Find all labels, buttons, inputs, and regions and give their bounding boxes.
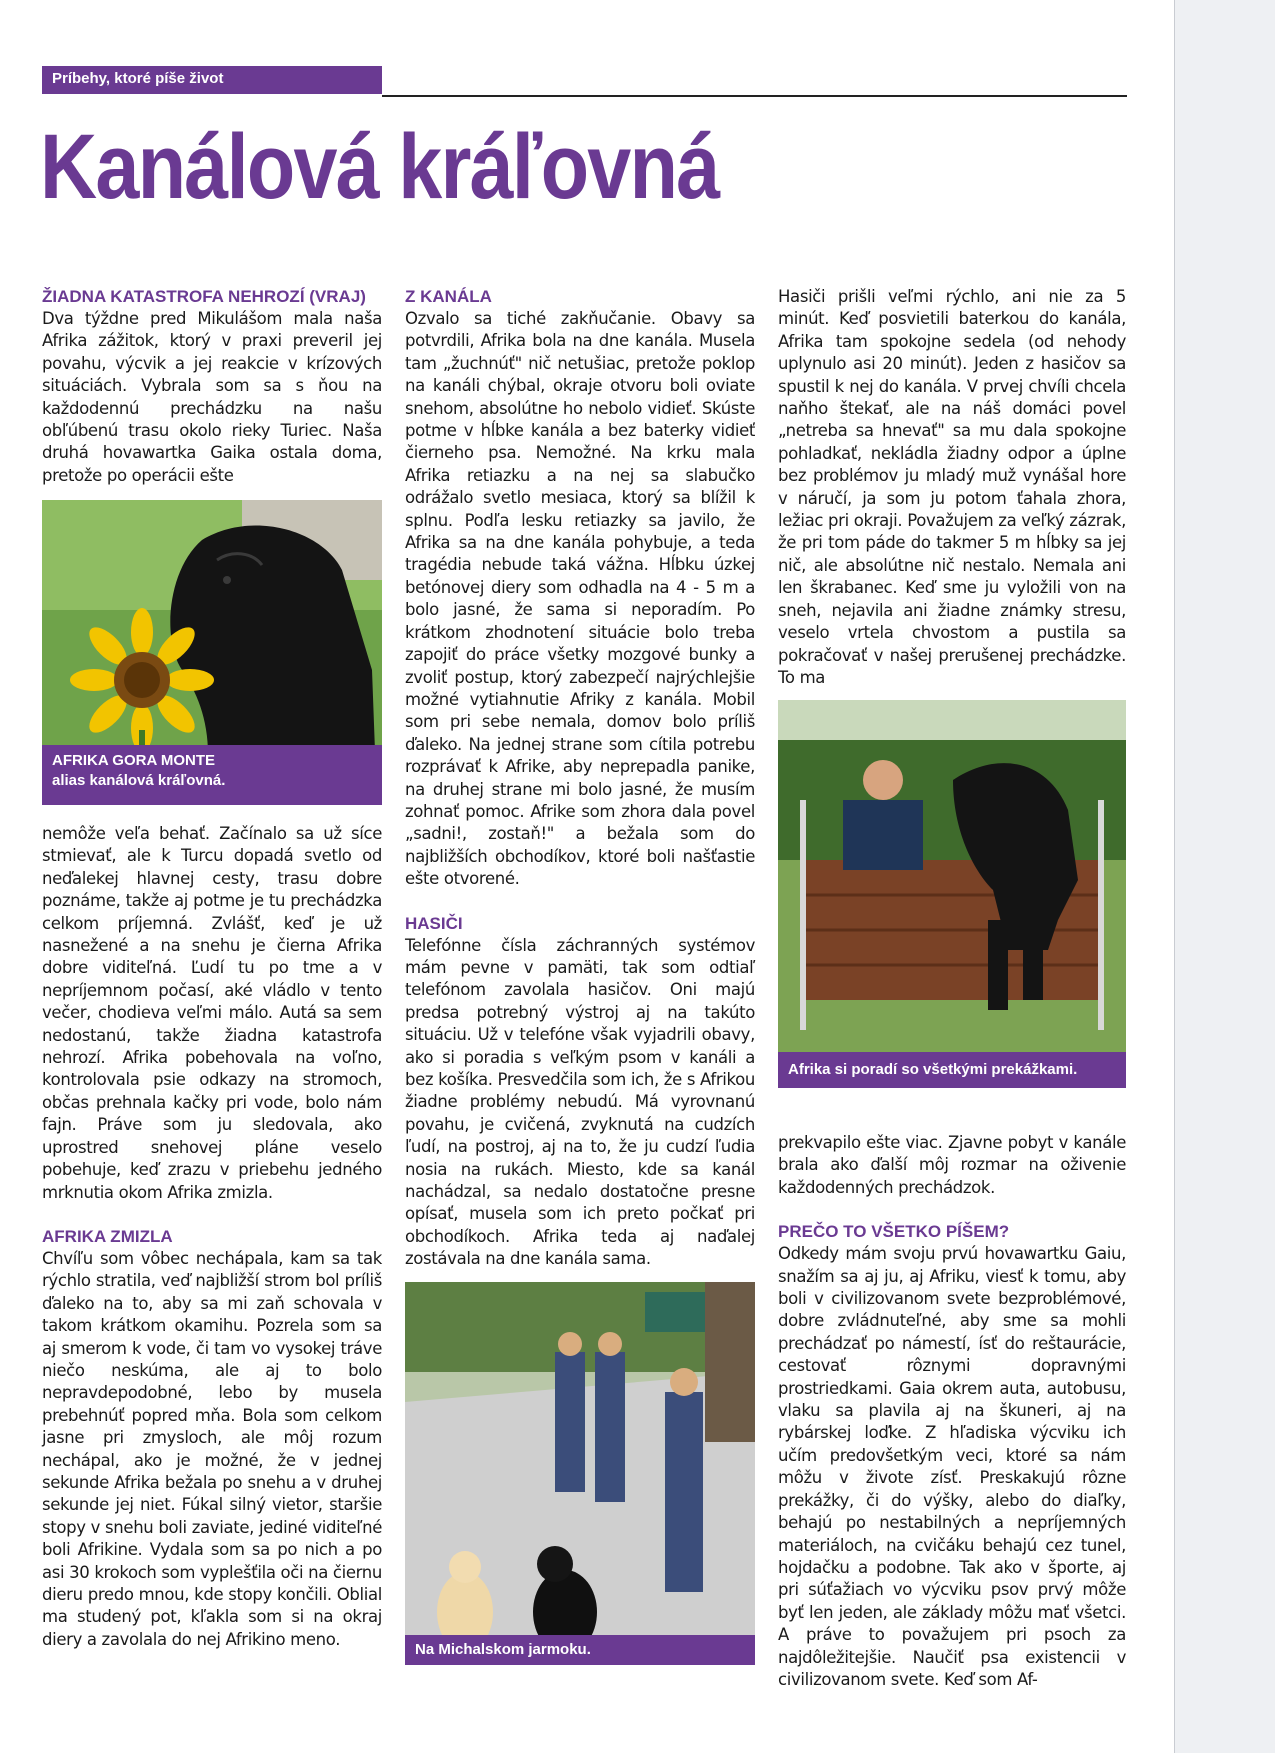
photo-agility (778, 700, 1126, 1088)
caption-line: alias kanálová kráľovná. (52, 772, 226, 789)
paragraph: Chvíľu som vôbec nechápala, kam sa tak rýchlo stratila, veď najbližší strom bol príliš ďaleko na to, aby sa mi zaň schovala v takom krátkom okamihu. Pozrela som sa aj smerom k vode, či tam vo vysokej tráve niečo neskúma, ale aj to bolo nepravdepodobné, lebo by musela prebehnúť popred mňa. Bola som celkom jasne pri zmysloch, ale môj rozum nechápal, ako je možné, že v jednej sekunde Afrika bežala po snehu a v druhej sekunde jej niet. Fúkal silný vietor, staršie stopy v snehu boli zaviate, jediné viditeľné boli Afrikine. Vydala som sa po nich a po asi 30 krokoch som vyplešťila oči na čiernu dieru predo mnou, kde stopy končili. Oblial ma studený pot, kľakla som si na okraj diery a zavolala do nej Afrikino meno. (42, 1248, 382, 1649)
photo-caption-2: Afrika si poradí so všetkými prekážkami. (778, 1052, 1126, 1088)
paragraph: Dva týždne pred Mikulášom mala naša Afrika zážitok, ktorý v praxi preveril jej povahu, výcvik a jej reakcie v krízových situáciách. Vybrala som sa s ňou na každodennú prechádzku na našu obľúbenú trasu okolo rieky Turiec. Naša druhá hovawartka Gaika ostala doma, pretože po operácii ešte (42, 309, 382, 485)
subheading-africa-vanished: AFRIKA ZMIZLA (42, 1226, 173, 1246)
caption-line: AFRIKA GORA MONTE (52, 752, 216, 769)
photo-caption-1 (42, 745, 382, 805)
column-2-top (405, 286, 755, 1271)
dog-jumping-illustration (778, 700, 1126, 1088)
fair-crowd-illustration (405, 1282, 755, 1665)
paragraph: Telefónne čísla záchranných systémov mám pevne v pamäti, tak som odtiaľ telefónom zavolala hasičov. Oni majú predsa potrebný výstroj aj na takúto situáciu. Už v telefóne však vyjadrili obavy, ako si poradia s veľkým psom v kanáli a bez košíka. Presvedčila som ich, že s Afrikou žiadne problémy nebudú. Má vyrovnanú povahu, je cvičená, zvyknutá na cudzích ľudí, na postroj, aj na to, že ju cudzí ľudia nosia na rukách. Miesto, kde sa kanál nachádzal, sa nedalo dostatočne presne opísať, musela som ich preto počkať pri obchodíkoch. Afrika teda aj naďalej zostávala na dne kanála sama. (405, 935, 755, 1269)
column-1-bottom (42, 823, 382, 1651)
column-3-top (778, 286, 1126, 689)
header-rule (382, 95, 1127, 97)
paragraph: Odkedy mám svoju prvú hovawartku Gaiu, snažím sa aj ju, aj Afriku, viesť k tomu, aby boli v civilizovanom svete bezproblémové, dobre zvládnuteľné, aby sme sa mohli prechádzať po námestí, ísť do reštaurácie, cestovať rôznymi dopravnými prostriedkami. Gaia okrem auta, autobusu, vlaku sa plavila aj na škuneri, aj na rybárskej loďke. Z hľadiska výcviku ich učím predovšetkým veci, ktoré sa nám môžu v živote zísť. Preskakujú rôzne prekážky, či do výšky, alebo do diaľky, behajú po nestabilných a nepríjemných materiáloch, na cvičáku behajú cez tunel, hojdačku a podobne. Tak ako v športe, aj pri súťažiach vo výcviku psov prvý môže byť len jeden, ale základy môžu mať všetci. A práve to považujem pri psoch za najdôležitejšie. Naučiť psa existencii v civilizovanom svete. Keď som Af- (778, 1244, 1126, 1689)
article-title: Kanálová kráľovná (40, 116, 719, 218)
column-1-top (42, 286, 382, 487)
subheading-no-disaster: ŽIADNA KATASTROFA NEHROZÍ (VRAJ) (42, 287, 366, 306)
subheading-why-write: PREČO TO VŠETKO PÍŠEM? (778, 1222, 1010, 1242)
subheading-from-canal: Z KANÁLA (405, 287, 492, 306)
scan-edge (1174, 0, 1275, 1753)
paragraph: Ozvalo sa tiché zakňučanie. Obavy sa potvrdili, Afrika bola na dne kanála. Musela tam „žuchnúť" nič netušiac, pretože poklop na kanáli chýbal, okraje otvoru boli oviate snehom, absolútne ho nebolo vidieť. Skúste potme v hĺbke kanála a bez baterky vidieť čierneho psa. Nemožné. Na krku mala Afrika retiazku a na nej sa slabučko odrážalo svetlo mesiaca, ktorý sa blížil k splnu. Podľa lesku retiazky sa javilo, že Afrika sa na dne kanála pohybuje, a teda tragédia nebude taká vážna. Hĺbku úzkej betónovej diery som odhadla na 4 - 5 m a bolo jasné, že sama si neporadím. Po krátkom zhodnotení situácie bolo treba zapojiť do práce všetky mozgové bunky a zvoliť postup, ktorý zabezpečí najrýchlejšie možné vytiahnutie Afriky z kanála. Mobil som pri sebe nemala, domov bolo príliš ďaleko. Na jednej strane som cítila potrebu rozprávať k Afrike, aby neprepadla panike, na druhej strane mi bolo jasné, že musím zohnať pomoc. Afrike som zhora dala povel „sadni!, zostaň!" a bežala som do najbližších obchodíkov, ktoré boli našťastie ešte otvorené. (405, 309, 755, 889)
subheading-firefighters: HASIČI (405, 913, 463, 933)
section-label: Príbehy, ktoré píše život (52, 70, 224, 87)
paragraph: nemôže veľa behať. Začínalo sa už síce stmievať, ale k Turcu dopadá svetlo od neďalekej hlavnej cesty, trasu dobre poznáme, takže aj potme je tu prechádzka celkom príjemná. Zvlášť, keď je už nasnežené a na snehu je čierna Afrika dobre viditeľná. Ľudí tu po tme a v nepríjemnom počasí, aké vládlo v tento večer, chodieva veľmi málo. Autá sa sem nedostanú, takže žiadna katastrofa nehrozí. Afrika pobehovala na voľno, kontrolovala psie odkazy na stromoch, občas prehnala kačky pri vode, bolo nám fajn. Práve som ju sledovala, ako uprostred snehovej pláne veselo pobehuje, keď zrazu v priebehu jedného mrknutia okom Afrika zmizla. (42, 824, 382, 1202)
photo-caption-3: Na Michalskom jarmoku. (405, 1635, 755, 1665)
paragraph: prekvapilo ešte viac. Zjavne pobyt v kanále brala ako ďalší môj rozmar na oživenie každodenných prechádzok. (778, 1133, 1126, 1197)
paragraph: Hasiči prišli veľmi rýchlo, ani nie za 5 minút. Keď posvietili baterkou do kanála, Afrika tam spokojne sedela (od nehody uplynulo asi 20 minút). Jeden z hasičov sa spustil k nej do kanála. V prvej chvíli chcela naňho štekať, ale na náš domáci povel „netreba sa hnevať" sa mu dala spokojne pohladkať, nekládla žiadny odpor a úplne bez problémov ju mladý muž vynášal hore v náručí, ja som ju potom ťahala zhora, ležiac pri okraji. Považujem za veľký zázrak, že pri tom páde do takmer 5 m hĺbky sa jej nič, ale absolútne nič nestalo. Nemala ani len škrabanec. Keď sme ju vyložili von na sneh, nejavila ani žiadne známky stresu, veselo vrtela chvostom a pustila sa pokračovať v našej prerušenej prechádzke. To ma (778, 287, 1126, 687)
photo-fair (405, 1282, 755, 1665)
column-3-bottom (778, 1132, 1126, 1691)
